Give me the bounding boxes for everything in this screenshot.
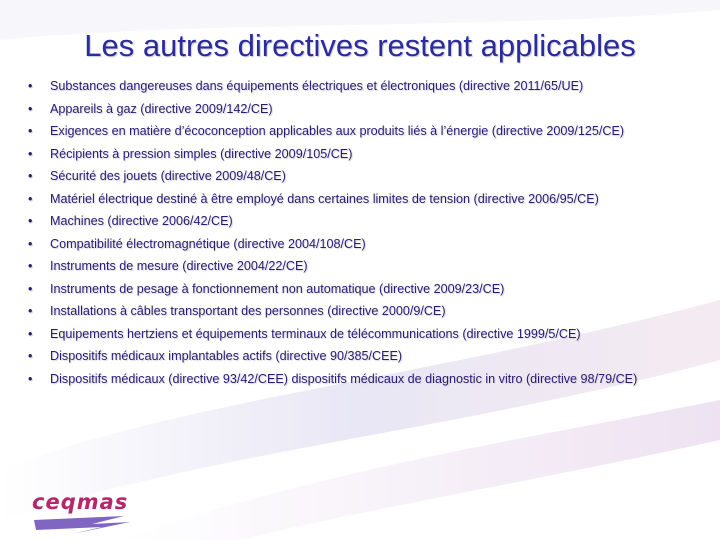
list-item — [28, 258, 690, 275]
bullet-icon: • — [28, 371, 33, 386]
bullet-icon: • — [28, 191, 33, 206]
list-item — [28, 78, 690, 95]
directive-list — [28, 78, 690, 393]
list-item-text: Compatibilité électromagnétique (directive 2004/108/CE) — [50, 236, 366, 251]
list-item — [28, 168, 690, 185]
bullet-icon: • — [28, 326, 33, 341]
list-item-text: Equipements hertziens et équipements terminaux de télécommunications (directive 1999/5/CE) — [50, 326, 581, 341]
bullet-icon: • — [28, 236, 33, 251]
logo-swoosh-icon — [32, 514, 132, 536]
bullet-icon: • — [28, 101, 33, 116]
list-item — [28, 123, 690, 140]
list-item — [28, 303, 690, 320]
list-item — [28, 191, 690, 208]
list-item — [28, 146, 690, 163]
slide-title: Les autres directives restent applicables — [84, 28, 636, 63]
list-item — [28, 236, 690, 253]
list-item-text: Installations à câbles transportant des personnes (directive 2000/9/CE) — [50, 304, 446, 318]
bullet-icon: • — [28, 349, 33, 363]
list-item-text: Machines (directive 2006/42/CE) — [50, 214, 233, 228]
bullet-icon: • — [28, 124, 33, 138]
list-item-text: Appareils à gaz (directive 2009/142/CE) — [50, 101, 273, 116]
bullet-icon: • — [28, 169, 33, 183]
list-item-text: Matériel électrique destiné à être employé dans certaines limites de tension (directive 2006/95/CE) — [50, 191, 599, 206]
list-item — [28, 326, 690, 343]
bullet-icon: • — [28, 304, 33, 318]
list-item — [28, 371, 690, 388]
logo-wordmark: ceqmas — [32, 490, 129, 514]
list-item-text: Exigences en matière d’écoconception applicables aux produits liés à l’énergie (directive 2009/125/CE) — [50, 124, 625, 138]
list-item — [28, 281, 690, 298]
list-item-text: Instruments de mesure (directive 2004/22/CE) — [50, 259, 308, 273]
list-item-text: Substances dangereuses dans équipements électriques et électroniques (directive 2011/65/UE) — [50, 79, 584, 93]
list-item — [28, 101, 690, 118]
list-item — [28, 348, 690, 365]
list-item — [28, 213, 690, 230]
bullet-icon: • — [28, 259, 33, 273]
bullet-icon: • — [28, 214, 33, 228]
bullet-icon: • — [28, 281, 33, 296]
list-item-text: Sécurité des jouets (directive 2009/48/CE) — [50, 169, 286, 183]
list-item-text: Instruments de pesage à fonctionnement non automatique (directive 2009/23/CE) — [50, 281, 505, 296]
list-item-text: Dispositifs médicaux (directive 93/42/CEE) dispositifs médicaux de diagnostic in vitro (directive 98/79/CE) — [50, 371, 638, 386]
bullet-icon: • — [28, 79, 33, 93]
list-item-text: Récipients à pression simples (directive 2009/105/CE) — [50, 146, 353, 161]
list-item-text: Dispositifs médicaux implantables actifs (directive 90/385/CEE) — [50, 349, 403, 363]
ceqmas-logo — [32, 490, 132, 541]
bullet-icon: • — [28, 146, 33, 161]
